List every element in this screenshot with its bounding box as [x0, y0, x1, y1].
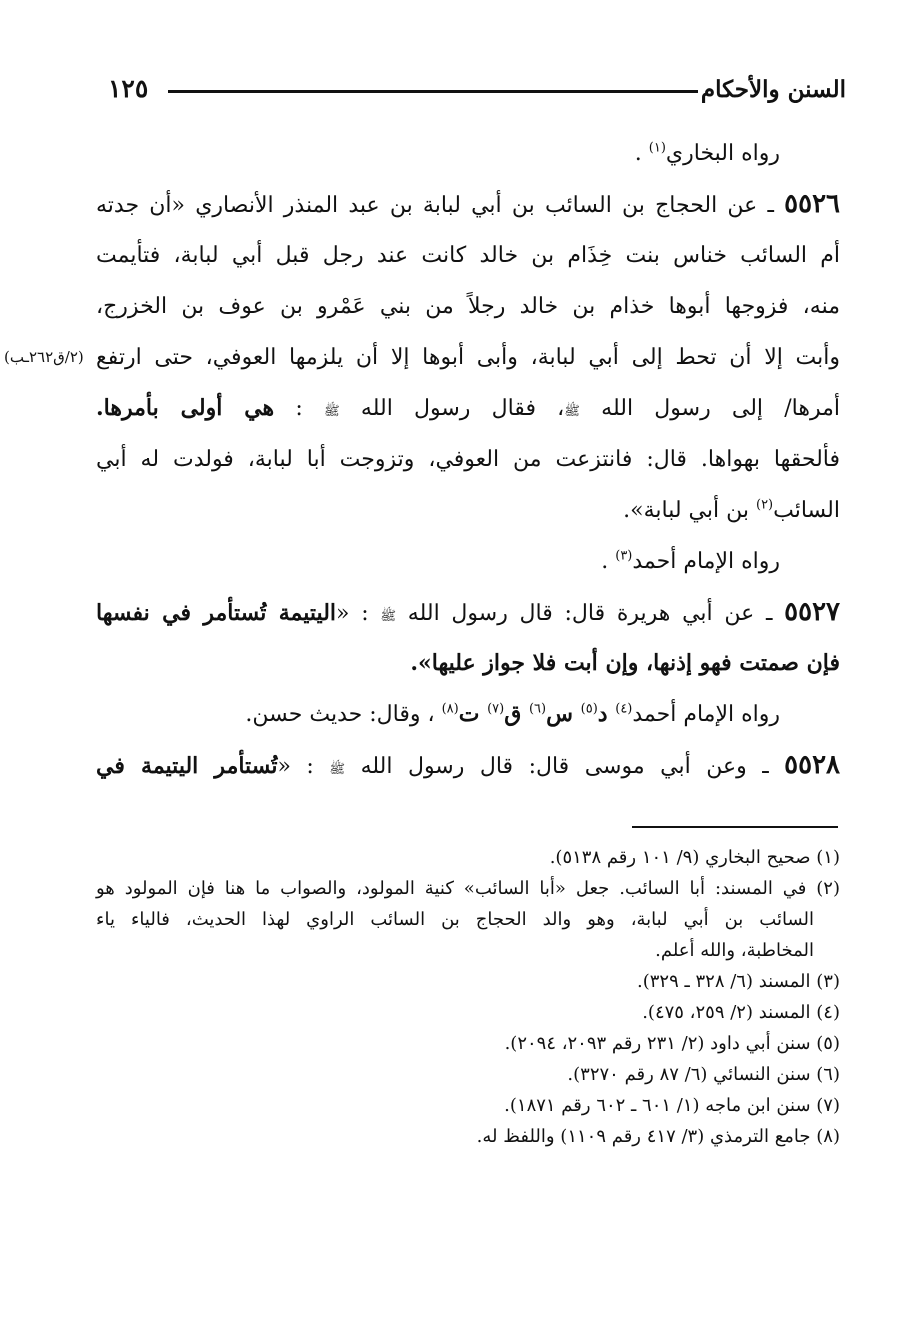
source-symbol: ت	[458, 701, 488, 727]
attribution: رواه البخاري	[665, 141, 780, 166]
header-rule	[168, 90, 698, 93]
prophetic-quote: فإن صمتت فهو إذنها، وإن أبت فلا جواز عليها	[431, 650, 840, 676]
hadith-5527-line-1	[96, 587, 840, 638]
text-span: ـ عن أبي هريرة قال: قال رسول الله	[396, 601, 785, 626]
prophetic-quote: تُستأمر اليتيمة في	[96, 753, 278, 779]
footnote-ref: (٥)	[580, 701, 598, 717]
running-header	[108, 72, 846, 112]
punct: .	[634, 141, 649, 166]
text-span: ـ وعن أبي موسى قال: قال رسول الله	[345, 754, 785, 779]
footnote-2-line-2: السائب بن أبي لبابة، وهو والد الحجاج بن السائب الراوي لهذا الحديث، فالياء ياء	[96, 909, 815, 930]
footnote-ref: (٨)	[441, 701, 459, 717]
page-title: السنن والأحكام	[700, 76, 846, 103]
attribution: رواه الإمام أحمد	[632, 702, 780, 727]
footnote-7: (٧) سنن ابن ماجه (١/ ٦٠١ ـ ٦٠٢ رقم ١٨٧١).	[504, 1095, 840, 1116]
hadith-5526-line-2	[96, 230, 840, 281]
text-span: ، وقال: حديث حسن.	[245, 702, 442, 727]
prophetic-quote: هي أولى بأمرها.	[96, 395, 275, 421]
marginal-manuscript-ref: (٢/ق٢٦٢ـب)	[4, 348, 84, 366]
text-span: وأبت إلا أن تحط إلى أبي لبابة، وأبى أبوها إلا أن يلزمها العوفي، حتى ارتفع	[96, 345, 840, 370]
text-span: أمرها/ إلى رسول الله	[579, 396, 840, 421]
honorific-glyph: ﷺ	[380, 609, 397, 624]
footnote-ref: (١)	[648, 140, 666, 156]
hadith-number: ٥٥٢٦	[784, 189, 840, 219]
honorific-glyph: ﷺ	[329, 762, 346, 777]
hadith-5528-line-1	[96, 740, 840, 791]
honorific-glyph: ﷺ	[564, 404, 580, 419]
footnote-1: (١) صحيح البخاري (٩/ ١٠١ رقم ٥١٣٨).	[549, 847, 840, 868]
hadith-5526-line-4	[4, 332, 840, 383]
source-symbol: س	[546, 701, 581, 727]
text-line-1	[96, 128, 840, 179]
footnote-ref: (٦)	[528, 701, 547, 717]
hadith-5526-line-1	[96, 179, 840, 230]
text-span: : «	[277, 754, 330, 779]
footnote-5: (٥) سنن أبي داود (٢/ ٢٣١ رقم ٢٠٩٣، ٢٠٩٤).	[504, 1033, 840, 1054]
footnote-6: (٦) سنن النسائي (٦/ ٨٧ رقم ٣٢٧٠).	[567, 1064, 840, 1085]
hadith-5526-line-5	[96, 383, 840, 434]
text-span: فألحقها بهواها. قال: فانتزعت من العوفي، وتزوجت أبا لبابة، فولدت له أبي	[96, 447, 840, 472]
text-span: ـ عن الحجاج بن السائب بن أبي لبابة بن عبد المنذر الأنصاري «أن جدته	[96, 193, 785, 218]
honorific-glyph: ﷺ	[324, 404, 340, 419]
prophetic-quote: اليتيمة تُستأمر في نفسها	[96, 600, 337, 626]
footnote-4: (٤) المسند (٢/ ٢٥٩، ٤٧٥).	[642, 1002, 840, 1023]
footnote-ref: (٢)	[755, 497, 774, 513]
footnotes	[96, 842, 840, 1152]
text-span: أم السائب خناس بنت خِذَام بن خالد كانت عند رجل قبل أبي لبابة، فتأيمت	[96, 243, 840, 268]
punct: ».	[410, 650, 432, 676]
text-span: منه، فزوجها أبوها خذام بن خالد رجلاً من بني عَمْرو بن عوف بن الخزرج،	[96, 294, 840, 319]
hadith-5526-line-3	[96, 281, 840, 332]
main-text	[4, 128, 841, 791]
hadith-number: ٥٥٢٧	[784, 597, 841, 627]
footnote-separator	[632, 826, 838, 828]
source-symbol: ق	[504, 701, 529, 727]
text-line-9	[96, 536, 840, 587]
hadith-number: ٥٥٢٨	[784, 750, 841, 780]
hadith-5526-line-6	[96, 434, 840, 485]
footnote-ref: (٧)	[487, 701, 505, 717]
text-span: السائب	[773, 498, 840, 523]
text-span: : «	[336, 601, 381, 626]
punct: .	[601, 549, 616, 574]
text-span: ، فقال رسول الله	[339, 396, 565, 421]
hadith-5526-line-7	[96, 485, 840, 536]
footnote-ref: (٣)	[615, 548, 633, 564]
footnote-2-line-1: (٢) في المسند: أبا السائب. جعل «أبا السائب» كنية المولود، والصواب ما هنا فإن المولود هو	[96, 878, 840, 899]
text-span: بن أبي لبابة».	[623, 498, 756, 523]
footnote-3: (٣) المسند (٦/ ٣٢٨ ـ ٣٢٩).	[637, 971, 840, 992]
footnote-2-line-3: المخاطبة، والله أعلم.	[655, 940, 814, 961]
attribution: رواه الإمام أحمد	[632, 549, 780, 574]
page-number: ١٢٥	[108, 74, 149, 103]
footnote-ref: (٤)	[615, 701, 633, 717]
text-span: :	[274, 396, 324, 421]
source-symbol: د	[597, 701, 616, 727]
hadith-5527-line-2	[96, 638, 840, 689]
text-line-12	[96, 689, 840, 740]
footnote-8: (٨) جامع الترمذي (٣/ ٤١٧ رقم ١١٠٩) واللفظ له.	[476, 1126, 840, 1147]
